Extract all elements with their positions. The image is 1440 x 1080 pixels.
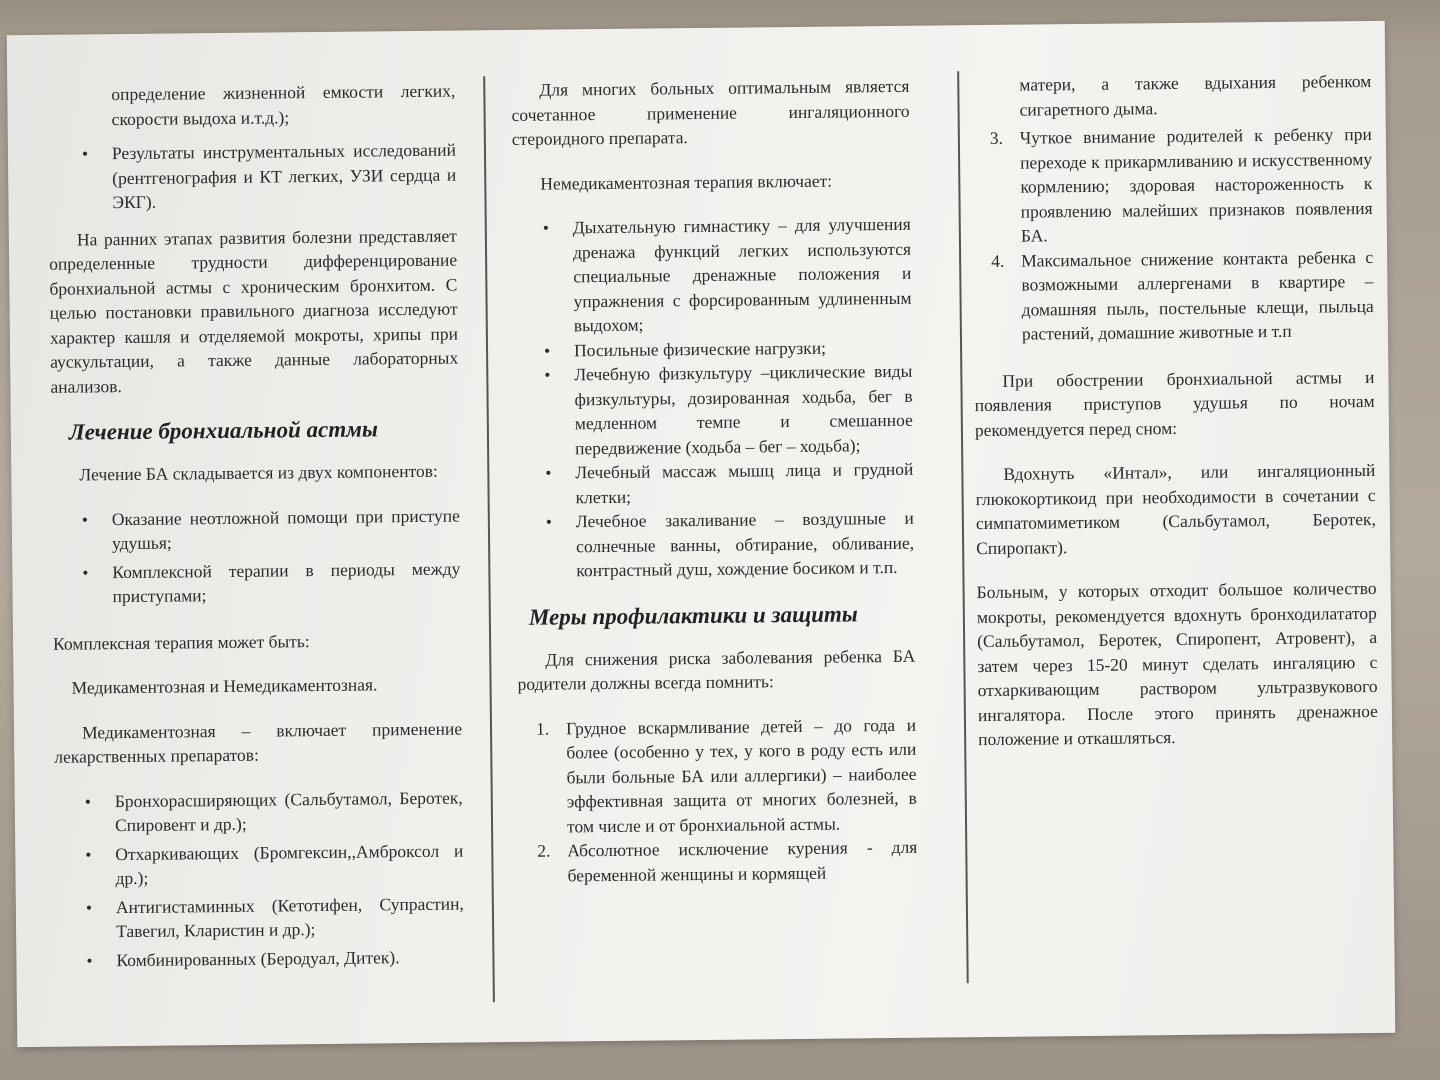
list-item: • Оказание неотложной помощи при приступе удушья; <box>81 505 460 554</box>
numbered-list <box>972 122 1374 347</box>
list-number: 3. <box>989 127 1004 148</box>
section-heading: Лечение бронхиальной астмы <box>68 416 378 445</box>
list-item: • Результаты инструментальных исследований (рентгенография и КТ легких, УЗИ сердца и ЭКГ). <box>81 139 457 213</box>
list-item: • Бронхорасширяющих (Сальбутамол, Беротек, Спировент и др.); <box>84 787 463 836</box>
list-item: 3. Чуткое внимание родителей к ребенку при переходе к прикармливанию и искусственному кормлению; здоровая настороженность к проявлению малейших признаков появления БА. <box>989 123 1373 246</box>
bullet-icon: • <box>543 340 551 361</box>
paragraph: При обострении бронхиальной астмы и появления приступов удушья по ночам рекомендуется перед сном: <box>974 366 1375 440</box>
bullet-list <box>48 138 457 216</box>
list-item: • Лечебную физкультуру –циклические виды физкультуры, дозированная ходьба, бег в медленном темпе и смешанное передвижение (ходьба – бег – ходьба); <box>544 360 913 458</box>
list-item: • Комплексной терапии в периоды между приступами; <box>82 558 461 607</box>
paragraph: Комплексная терапия может быть: <box>53 630 310 654</box>
paragraph: Медикаментозная – включает применение лекарственных препаратов: <box>54 718 463 767</box>
column-divider <box>483 76 495 1002</box>
list-item: 4. Максимальное снижение контакта ребенка с возможными аллергенами в квартире – домашняя пыль, постельные клещи, пыльца растений, домашние животные и т.п <box>991 246 1374 344</box>
list-item: • Лечебный массаж мышц лица и грудной клетки; <box>545 458 914 507</box>
bullet-icon: • <box>545 511 553 532</box>
continued-text: матери, а также вдыхания ребенком сигаретного дыма. <box>1019 70 1372 120</box>
column-divider <box>957 71 969 983</box>
list-item: • Отхаркивающих (Бромгексин,,Амброксол и др.); <box>85 840 464 889</box>
list-number: 1. <box>535 718 550 739</box>
bullet-icon: • <box>545 462 552 483</box>
bullet-icon: • <box>84 790 92 811</box>
bullet-icon: • <box>85 896 93 917</box>
list-item: • Антигистаминных (Кетотифен, Супрастин, Тавегил, Кларистин и др.); <box>85 893 464 942</box>
list-item: 2. Абсолютное исключение курения - для беременной женщины и кормящей <box>537 836 918 885</box>
leaflet-sheet <box>7 21 1396 1047</box>
bullet-list <box>52 503 461 609</box>
numbered-list <box>518 712 918 888</box>
bullet-icon: • <box>542 217 550 238</box>
paragraph: Немедикаментозная терапия включает: <box>540 170 833 194</box>
bullet-icon: • <box>81 143 89 164</box>
paragraph: Для снижения риска заболевания ребенка БА родители должны всегда помнить: <box>517 645 916 694</box>
paragraph: Больным, у которых отходит большое количество мокроты, рекомендуется вдохнуть бронходилататор (Сальбутамол, Беротек, Спиропент, Атровент), а затем через 15-20 минут сделать ингаляцию с отхаркивающим раствором ультразвукового ингалятора. После этого принять дренажное положение и откашляться. <box>976 577 1378 750</box>
bullet-icon: • <box>544 364 551 385</box>
list-item: • Лечебное закаливание – воздушные и солнечные ванны, обтирание, обливание, контрастный душ, хождение босиком и т.п. <box>545 507 915 581</box>
paragraph: Медикаментозная и Немедикаментозная. <box>71 674 378 698</box>
list-item: 1. Грудное вскармливание детей – до года и более (особенно у тех, у кого в роду есть или были больные БА или аллергики) – наиболее эффективная защита от многих болезней, в том числе и от бронхиальной астмы. <box>535 714 917 836</box>
continued-text: определение жизненной емкости легких, скорости выдоха и.т.д.); <box>111 80 456 129</box>
bullet-icon: • <box>81 508 89 529</box>
list-item: • Посильные физические нагрузки; <box>514 334 912 363</box>
bullet-icon: • <box>82 561 89 582</box>
paragraph: Лечение БА складывается из двух компонентов: <box>79 460 438 485</box>
bullet-list <box>513 212 915 584</box>
list-item: • Комбинированных (Беродуал, Дитек). <box>56 944 464 973</box>
bullet-icon: • <box>86 949 93 970</box>
bullet-list <box>55 785 465 973</box>
list-number: 2. <box>537 840 551 861</box>
column-1 <box>47 79 464 985</box>
list-item: • Дыхательную гимнастику – для улучшения дренажа функций легких используются специальные дренажные положения и упражнения с форсированным удлиненным выдохом; <box>542 213 912 336</box>
column-3 <box>971 69 1378 762</box>
column-2 <box>511 74 918 900</box>
section-heading: Меры профилактики и защиты <box>528 600 858 630</box>
list-number: 4. <box>991 250 1005 271</box>
paragraph: Вдохнуть «Интал», или ингаляционный глюкокортикоид при необходимости в сочетании с симпатомиметиком (Сальбутамол, Беротек, Спиропакт). <box>975 459 1376 558</box>
paragraph: Для многих больных оптимальным является сочетанное применение ингаляционного стероидного препарата. <box>511 75 910 149</box>
paragraph: На ранних этапах развития болезни представляет определенные трудности дифференцирование бронхиальной астмы с хроническим бронхитом. С целью постановки правильного диагноза исследуют характер кашля и отделяемой мокроты, хрипы при аускультации, а также данные лабораторных анализов. <box>49 225 459 397</box>
bullet-icon: • <box>85 843 92 864</box>
